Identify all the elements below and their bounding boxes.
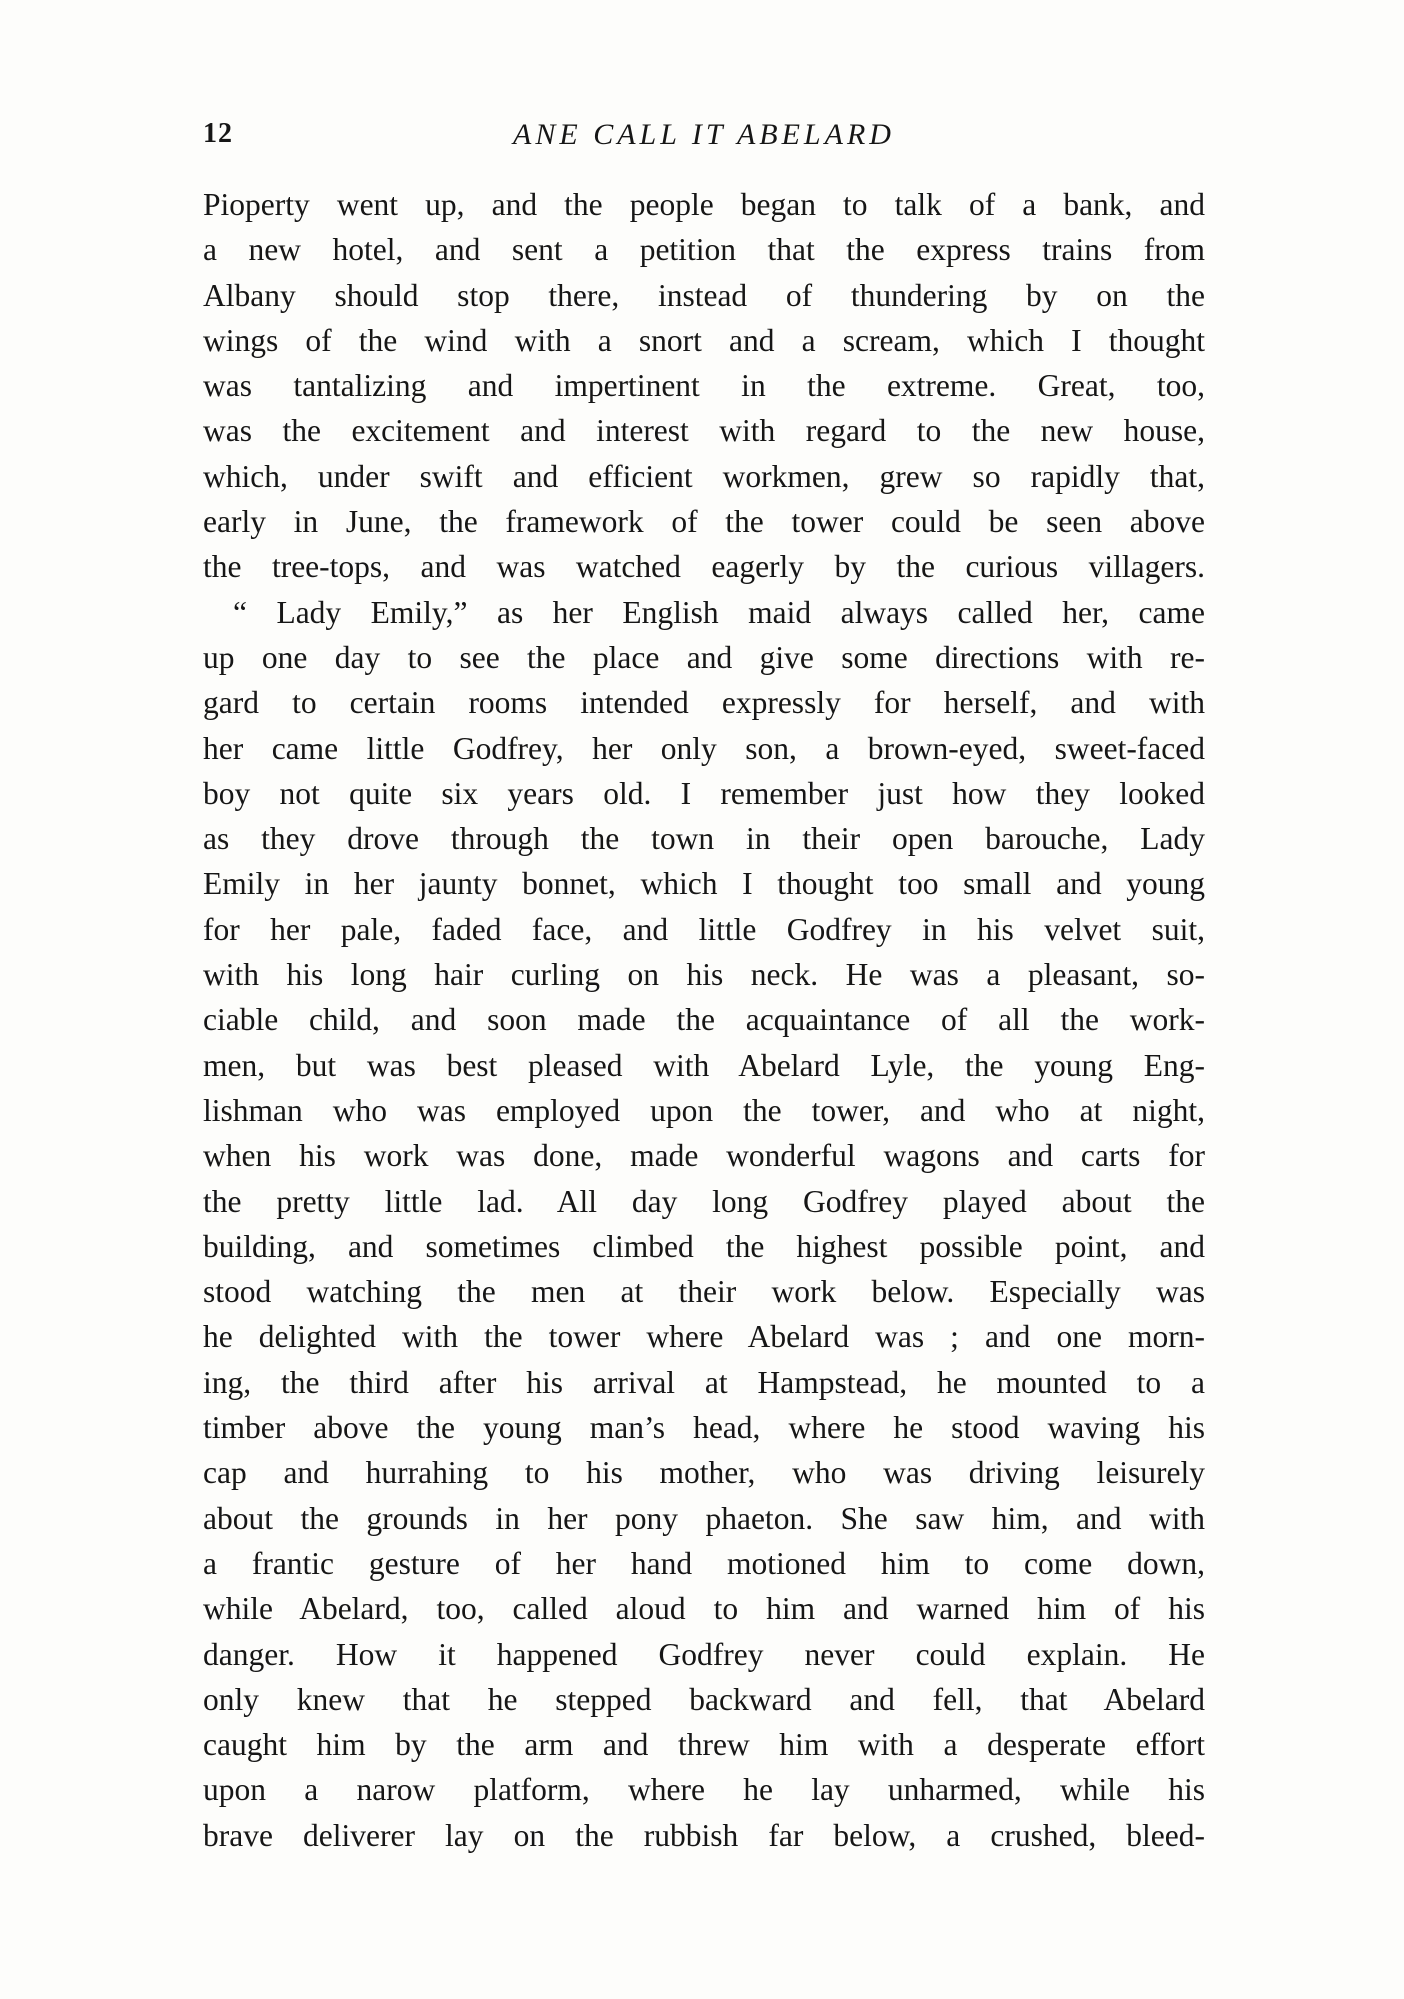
text-line: timber above the young man’s head, where he stood waving his xyxy=(203,1410,1205,1446)
text-line: danger. How it happened Godfrey never could explain. He xyxy=(203,1636,1205,1672)
text-line: Pioperty went up, and the people began to talk of a bank, and xyxy=(203,187,1205,222)
text-line: the tree-tops, and was watched eagerly by the curious villagers. xyxy=(203,549,1205,585)
page-number: 12 xyxy=(203,118,233,149)
text-line: as they drove through the town in their open barouche, Lady xyxy=(203,821,1205,857)
text-line: early in June, the framework of the tower could be seen above xyxy=(203,504,1205,540)
text-line: which, under swift and efficient workmen, grew so rapidly that, xyxy=(203,458,1205,494)
text-line: only knew that he stepped backward and fell, that Abelard xyxy=(203,1681,1205,1717)
text-line: was tantalizing and impertinent in the extreme. Great, too, xyxy=(203,368,1205,404)
text-line: men, but was best pleased with Abelard Lyle, the young Eng- xyxy=(203,1047,1205,1083)
text-line: when his work was done, made wonderful wagons and carts for xyxy=(203,1138,1205,1174)
running-title: ANE CALL IT ABELARD xyxy=(513,118,895,151)
text-line: upon a narow platform, where he lay unharmed, while his xyxy=(203,1772,1205,1808)
text-line: with his long hair curling on his neck. He was a pleasant, so- xyxy=(203,957,1205,993)
text-line: “ Lady Emily,” as her English maid always called her, came xyxy=(233,594,1205,630)
text-line: a frantic gesture of her hand motioned him to come down, xyxy=(203,1545,1205,1581)
text-line: a new hotel, and sent a petition that the express trains from xyxy=(203,232,1205,268)
text-line: wings of the wind with a snort and a scream, which I thought xyxy=(203,322,1205,358)
text-line: about the grounds in her pony phaeton. She saw him, and with xyxy=(203,1500,1205,1536)
text-line: was the excitement and interest with regard to the new house, xyxy=(203,413,1205,449)
text-line: boy not quite six years old. I remember just how they looked xyxy=(203,775,1205,811)
text-line: Albany should stop there, instead of thundering by on the xyxy=(203,277,1205,313)
text-line: Emily in her jaunty bonnet, which I thought too small and young xyxy=(203,866,1205,902)
text-line: ing, the third after his arrival at Hampstead, he mounted to a xyxy=(203,1364,1205,1400)
text-line: the pretty little lad. All day long Godfrey played about the xyxy=(203,1183,1205,1219)
text-line: stood watching the men at their work below. Especially was xyxy=(203,1274,1205,1310)
running-head xyxy=(203,118,1205,158)
text-line: he delighted with the tower where Abelard was ; and one morn- xyxy=(203,1319,1205,1355)
text-line: brave deliverer lay on the rubbish far below, a crushed, bleed- xyxy=(203,1817,1205,1853)
text-line: caught him by the arm and threw him with a desperate effort xyxy=(203,1727,1205,1763)
text-line: up one day to see the place and give some directions with re- xyxy=(203,639,1205,675)
text-line: cap and hurrahing to his mother, who was driving leisurely xyxy=(203,1455,1205,1491)
text-line: gard to certain rooms intended expressly for herself, and with xyxy=(203,685,1205,721)
text-line: for her pale, faded face, and little Godfrey in his velvet suit, xyxy=(203,911,1205,947)
body-text xyxy=(203,182,1205,1858)
text-line: lishman who was employed upon the tower, and who at night, xyxy=(203,1092,1205,1128)
text-line: while Abelard, too, called aloud to him and warned him of his xyxy=(203,1591,1205,1627)
text-line: building, and sometimes climbed the highest possible point, and xyxy=(203,1228,1205,1264)
text-line: her came little Godfrey, her only son, a brown-eyed, sweet-faced xyxy=(203,730,1205,766)
text-line: ciable child, and soon made the acquaintance of all the work- xyxy=(203,1002,1205,1038)
